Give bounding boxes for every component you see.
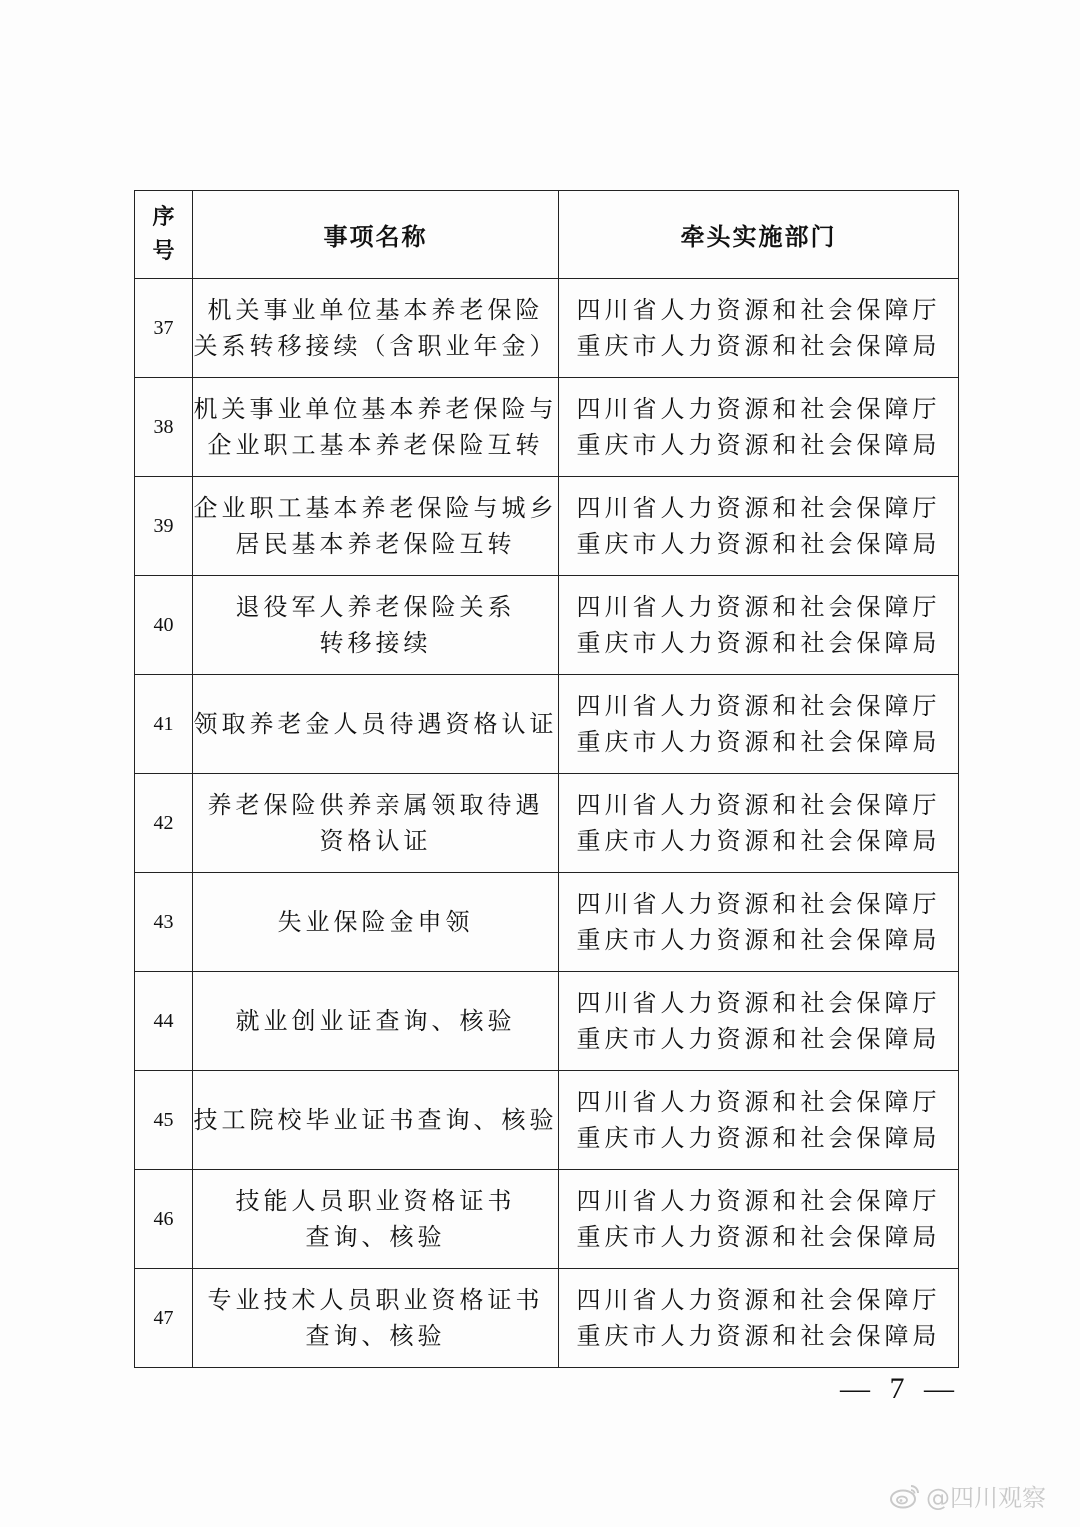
department-line: 重庆市人力资源和社会保障局 [576, 431, 941, 459]
table-row [135, 576, 959, 675]
row-lead-department [559, 774, 959, 873]
row-lead-department [559, 576, 959, 675]
table-row [135, 675, 959, 774]
department-line: 重庆市人力资源和社会保障局 [576, 926, 941, 954]
row-item-name [193, 1269, 559, 1368]
weibo-icon [890, 1483, 920, 1509]
table-row [135, 378, 959, 477]
department-line: 四川省人力资源和社会保障厅 [576, 395, 941, 423]
row-item-name [193, 774, 559, 873]
department-line: 四川省人力资源和社会保障厅 [576, 593, 941, 621]
row-seq: 40 [135, 576, 193, 675]
header-item-name: 事项名称 [193, 191, 559, 279]
table-row [135, 873, 959, 972]
watermark [890, 1478, 1046, 1513]
item-name-line: 机关事业单位基本养老保险与 [193, 395, 558, 423]
row-lead-department [559, 279, 959, 378]
row-seq: 41 [135, 675, 193, 774]
row-item-name [193, 576, 559, 675]
department-line: 重庆市人力资源和社会保障局 [576, 1124, 941, 1152]
item-name-line: 养老保险供养亲属领取待遇 [207, 791, 544, 819]
department-line: 四川省人力资源和社会保障厅 [576, 1088, 941, 1116]
item-name-line: 专业技术人员职业资格证书 [207, 1286, 544, 1314]
row-lead-department [559, 873, 959, 972]
row-item-name [193, 279, 559, 378]
items-table [134, 190, 959, 1368]
row-seq: 45 [135, 1071, 193, 1170]
row-lead-department [559, 675, 959, 774]
item-name-line: 居民基本养老保险互转 [235, 530, 516, 558]
department-line: 四川省人力资源和社会保障厅 [576, 494, 941, 522]
row-seq: 39 [135, 477, 193, 576]
department-line: 四川省人力资源和社会保障厅 [576, 1187, 941, 1215]
item-name-line: 技工院校毕业证书查询、核验 [193, 1106, 558, 1134]
item-name-line: 资格认证 [319, 827, 432, 855]
item-name-line: 技能人员职业资格证书 [235, 1187, 516, 1215]
department-line: 重庆市人力资源和社会保障局 [576, 728, 941, 756]
row-lead-department [559, 1071, 959, 1170]
table-row [135, 1170, 959, 1269]
row-item-name [193, 477, 559, 576]
header-lead-department: 牵头实施部门 [559, 191, 959, 279]
item-name-line: 关系转移接续（含职业年金） [193, 332, 558, 360]
department-line: 重庆市人力资源和社会保障局 [576, 332, 941, 360]
row-item-name [193, 1071, 559, 1170]
department-line: 重庆市人力资源和社会保障局 [576, 530, 941, 558]
row-seq: 43 [135, 873, 193, 972]
table-row [135, 1269, 959, 1368]
table-body [135, 279, 959, 1368]
table-row [135, 774, 959, 873]
department-line: 重庆市人力资源和社会保障局 [576, 1025, 941, 1053]
row-seq: 44 [135, 972, 193, 1071]
item-name-line: 查询、核验 [305, 1322, 446, 1350]
header-seq-line2: 号 [152, 238, 175, 264]
row-lead-department [559, 477, 959, 576]
row-item-name [193, 972, 559, 1071]
item-name-line: 就业创业证查询、核验 [235, 1007, 516, 1035]
department-line: 四川省人力资源和社会保障厅 [576, 296, 941, 324]
table-header-row [135, 191, 959, 279]
item-name-line: 转移接续 [319, 629, 432, 657]
row-seq: 46 [135, 1170, 193, 1269]
row-lead-department [559, 972, 959, 1071]
department-line: 四川省人力资源和社会保障厅 [576, 1286, 941, 1314]
header-seq-line1: 序 [152, 204, 175, 230]
item-name-line: 领取养老金人员待遇资格认证 [193, 710, 558, 738]
item-name-line: 企业职工基本养老保险与城乡 [193, 494, 558, 522]
department-line: 四川省人力资源和社会保障厅 [576, 791, 941, 819]
watermark-text: @四川观察 [926, 1484, 1046, 1512]
row-item-name [193, 1170, 559, 1269]
department-line: 重庆市人力资源和社会保障局 [576, 827, 941, 855]
department-line: 重庆市人力资源和社会保障局 [576, 629, 941, 657]
row-lead-department [559, 1269, 959, 1368]
department-line: 重庆市人力资源和社会保障局 [576, 1322, 941, 1350]
row-lead-department [559, 378, 959, 477]
row-item-name [193, 378, 559, 477]
row-seq: 47 [135, 1269, 193, 1368]
row-lead-department [559, 1170, 959, 1269]
department-line: 四川省人力资源和社会保障厅 [576, 989, 941, 1017]
item-name-line: 退役军人养老保险关系 [235, 593, 516, 621]
page-number: — 7 — [840, 1372, 960, 1405]
row-item-name [193, 873, 559, 972]
item-name-line: 失业保险金申领 [277, 908, 474, 936]
department-line: 重庆市人力资源和社会保障局 [576, 1223, 941, 1251]
table-row [135, 477, 959, 576]
department-line: 四川省人力资源和社会保障厅 [576, 692, 941, 720]
table-row [135, 279, 959, 378]
item-name-line: 企业职工基本养老保险互转 [207, 431, 544, 459]
row-seq: 42 [135, 774, 193, 873]
department-line: 四川省人力资源和社会保障厅 [576, 890, 941, 918]
item-name-line: 查询、核验 [305, 1223, 446, 1251]
table-row [135, 1071, 959, 1170]
item-name-line: 机关事业单位基本养老保险 [207, 296, 544, 324]
header-seq [135, 191, 193, 279]
row-item-name [193, 675, 559, 774]
table-row [135, 972, 959, 1071]
row-seq: 38 [135, 378, 193, 477]
row-seq: 37 [135, 279, 193, 378]
